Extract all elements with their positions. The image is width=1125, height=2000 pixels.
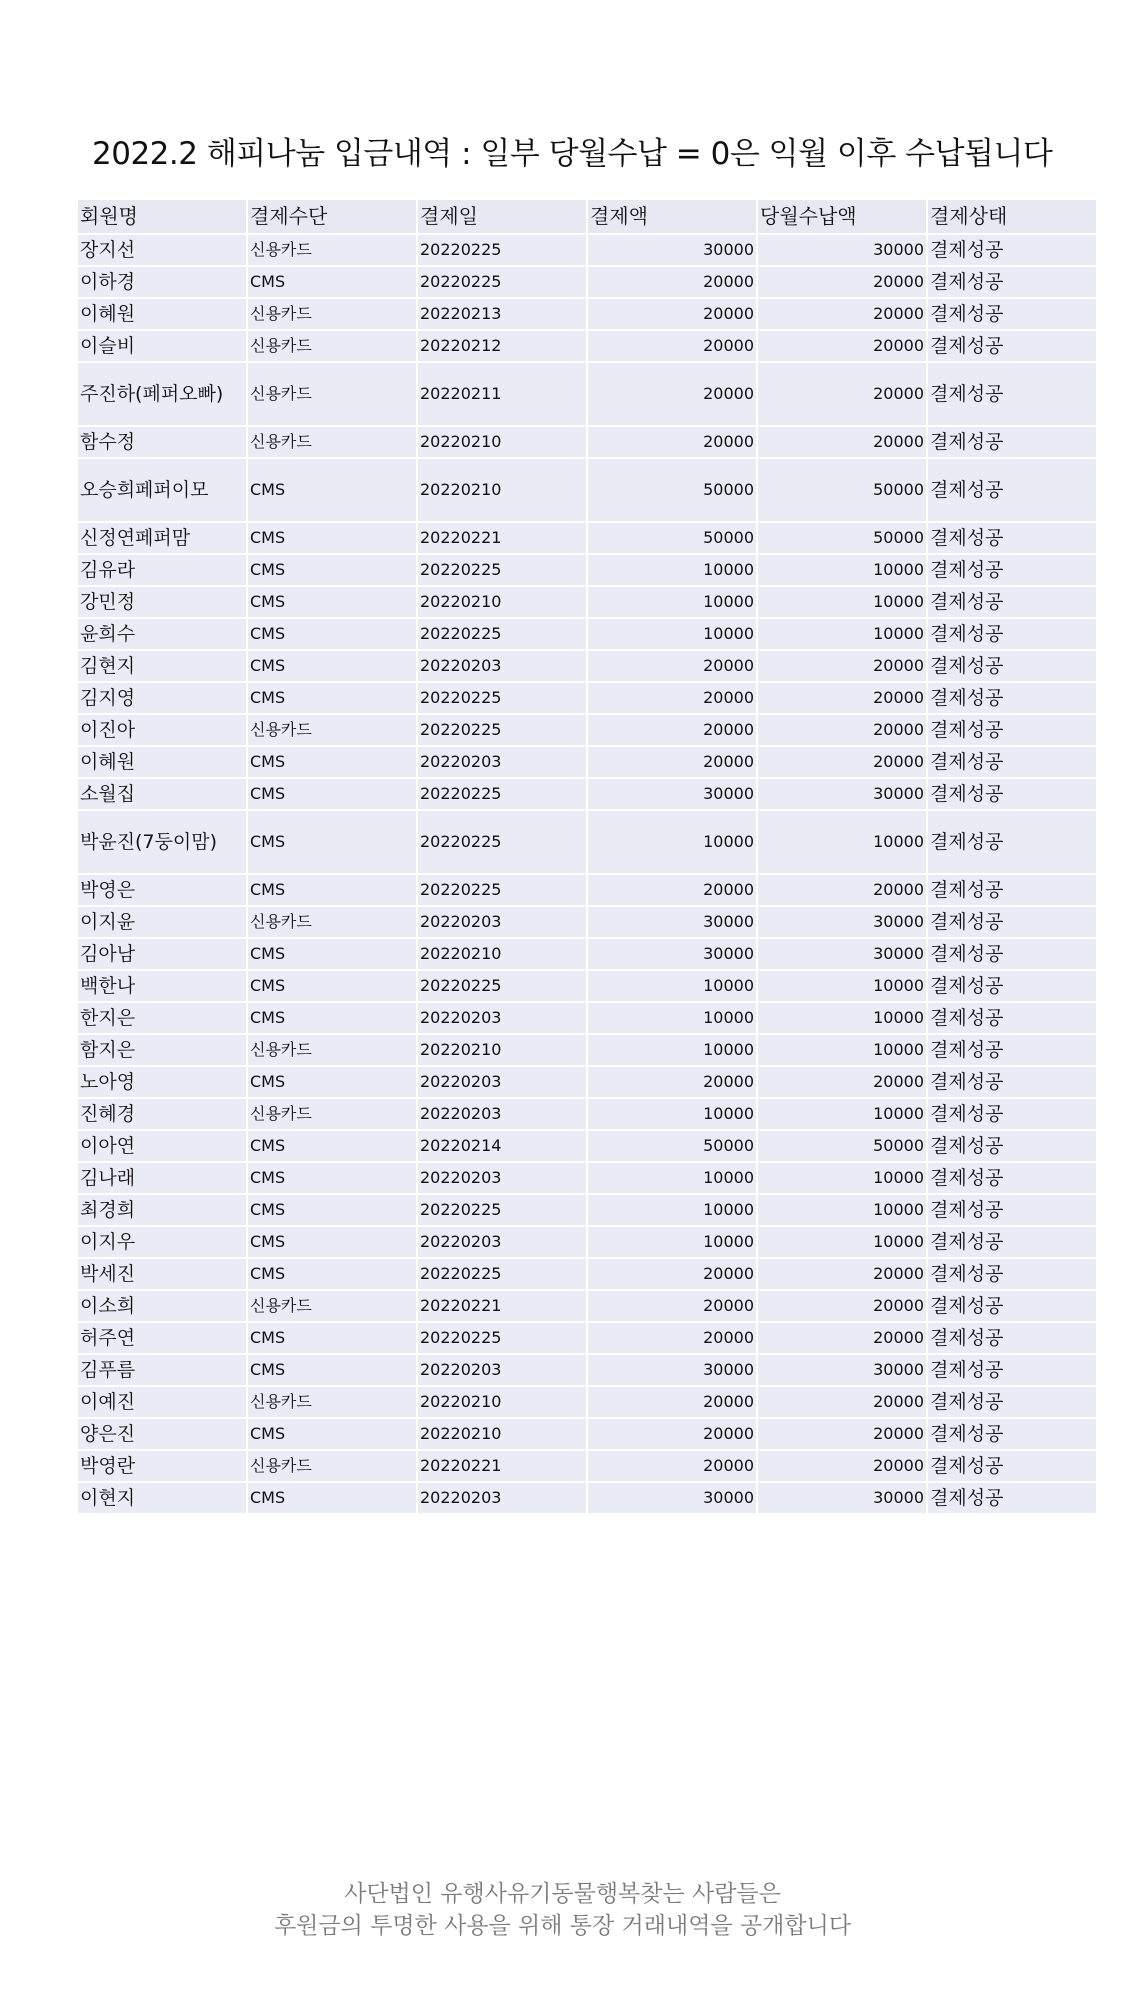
cell-monthly-received: 20000 (758, 1259, 926, 1289)
cell-payment-date: 20220203 (418, 1355, 586, 1385)
cell-monthly-received: 10000 (758, 619, 926, 649)
cell-payment-amount: 20000 (588, 875, 756, 905)
cell-payment-date: 20220225 (418, 779, 586, 809)
cell-payment-amount: 50000 (588, 459, 756, 521)
cell-payment-method: 신용카드 (248, 1387, 416, 1417)
cell-payment-status: 결제성공 (928, 971, 1096, 1001)
cell-member-name: 김유라 (78, 555, 246, 585)
cell-payment-method: CMS (248, 619, 416, 649)
cell-payment-method: 신용카드 (248, 235, 416, 265)
table-row (78, 971, 1096, 1001)
cell-payment-date: 20220203 (418, 747, 586, 777)
cell-payment-status: 결제성공 (928, 1259, 1096, 1289)
cell-payment-amount: 20000 (588, 299, 756, 329)
cell-payment-method: CMS (248, 747, 416, 777)
cell-member-name: 김나래 (78, 1163, 246, 1193)
cell-payment-date: 20220225 (418, 1195, 586, 1225)
table-row (78, 1227, 1096, 1257)
cell-payment-status: 결제성공 (928, 459, 1096, 521)
cell-payment-date: 20220225 (418, 875, 586, 905)
cell-payment-amount: 20000 (588, 1419, 756, 1449)
cell-payment-date: 20220203 (418, 1067, 586, 1097)
cell-monthly-received: 20000 (758, 331, 926, 361)
cell-monthly-received: 20000 (758, 715, 926, 745)
table-row (78, 235, 1096, 265)
cell-monthly-received: 20000 (758, 1387, 926, 1417)
cell-member-name: 함지은 (78, 1035, 246, 1065)
cell-payment-date: 20220210 (418, 587, 586, 617)
cell-payment-amount: 10000 (588, 1227, 756, 1257)
table-row (78, 1259, 1096, 1289)
cell-payment-date: 20220214 (418, 1131, 586, 1161)
cell-monthly-received: 20000 (758, 1067, 926, 1097)
cell-member-name: 이아연 (78, 1131, 246, 1161)
deposit-table (76, 198, 1098, 1515)
cell-payment-date: 20220221 (418, 1291, 586, 1321)
cell-monthly-received: 30000 (758, 235, 926, 265)
cell-payment-date: 20220211 (418, 363, 586, 425)
cell-payment-amount: 30000 (588, 939, 756, 969)
table-row (78, 267, 1096, 297)
cell-payment-method: 신용카드 (248, 1035, 416, 1065)
cell-payment-status: 결제성공 (928, 1451, 1096, 1481)
cell-monthly-received: 50000 (758, 459, 926, 521)
table-row (78, 555, 1096, 585)
header-payment-method: 결제수단 (248, 200, 416, 233)
cell-member-name: 허주연 (78, 1323, 246, 1353)
cell-monthly-received: 10000 (758, 1227, 926, 1257)
cell-monthly-received: 30000 (758, 907, 926, 937)
cell-payment-method: CMS (248, 587, 416, 617)
cell-member-name: 한지은 (78, 1003, 246, 1033)
cell-monthly-received: 10000 (758, 1035, 926, 1065)
cell-member-name: 진혜경 (78, 1099, 246, 1129)
cell-payment-amount: 10000 (588, 1163, 756, 1193)
cell-payment-date: 20220221 (418, 523, 586, 553)
table-row (78, 811, 1096, 873)
cell-member-name: 이현지 (78, 1483, 246, 1513)
cell-member-name: 김현지 (78, 651, 246, 681)
cell-payment-method: 신용카드 (248, 331, 416, 361)
table-row (78, 587, 1096, 617)
table-row (78, 1131, 1096, 1161)
cell-monthly-received: 50000 (758, 523, 926, 553)
cell-payment-method: 신용카드 (248, 1291, 416, 1321)
cell-monthly-received: 20000 (758, 363, 926, 425)
cell-payment-status: 결제성공 (928, 1291, 1096, 1321)
cell-payment-status: 결제성공 (928, 235, 1096, 265)
cell-payment-amount: 20000 (588, 747, 756, 777)
cell-payment-method: 신용카드 (248, 907, 416, 937)
cell-payment-date: 20220225 (418, 1259, 586, 1289)
cell-payment-method: CMS (248, 1259, 416, 1289)
table-row (78, 1323, 1096, 1353)
cell-monthly-received: 10000 (758, 811, 926, 873)
cell-payment-date: 20220203 (418, 1227, 586, 1257)
table-row (78, 907, 1096, 937)
cell-payment-status: 결제성공 (928, 1483, 1096, 1513)
cell-member-name: 이예진 (78, 1387, 246, 1417)
cell-payment-amount: 20000 (588, 427, 756, 457)
cell-payment-date: 20220203 (418, 1099, 586, 1129)
cell-monthly-received: 20000 (758, 1323, 926, 1353)
header-monthly-received: 당월수납액 (758, 200, 926, 233)
cell-payment-method: 신용카드 (248, 1099, 416, 1129)
cell-payment-date: 20220225 (418, 811, 586, 873)
cell-payment-method: 신용카드 (248, 363, 416, 425)
cell-payment-amount: 20000 (588, 363, 756, 425)
cell-payment-status: 결제성공 (928, 779, 1096, 809)
cell-payment-amount: 20000 (588, 331, 756, 361)
cell-payment-status: 결제성공 (928, 1323, 1096, 1353)
cell-payment-status: 결제성공 (928, 747, 1096, 777)
cell-monthly-received: 10000 (758, 587, 926, 617)
table-row (78, 747, 1096, 777)
cell-payment-amount: 20000 (588, 1451, 756, 1481)
table-body (78, 235, 1096, 1513)
cell-payment-amount: 10000 (588, 1035, 756, 1065)
table-row (78, 875, 1096, 905)
header-payment-date: 결제일 (418, 200, 586, 233)
cell-monthly-received: 20000 (758, 1419, 926, 1449)
cell-payment-method: CMS (248, 1355, 416, 1385)
table-row (78, 715, 1096, 745)
cell-member-name: 박세진 (78, 1259, 246, 1289)
cell-payment-method: CMS (248, 1323, 416, 1353)
cell-payment-amount: 10000 (588, 587, 756, 617)
table-row (78, 1035, 1096, 1065)
cell-payment-method: CMS (248, 811, 416, 873)
cell-member-name: 이진아 (78, 715, 246, 745)
cell-member-name: 강민정 (78, 587, 246, 617)
cell-payment-status: 결제성공 (928, 1195, 1096, 1225)
cell-payment-date: 20220225 (418, 555, 586, 585)
cell-payment-status: 결제성공 (928, 267, 1096, 297)
cell-payment-amount: 20000 (588, 1291, 756, 1321)
cell-member-name: 장지선 (78, 235, 246, 265)
cell-payment-method: 신용카드 (248, 715, 416, 745)
cell-member-name: 함수정 (78, 427, 246, 457)
cell-payment-method: 신용카드 (248, 1451, 416, 1481)
cell-monthly-received: 20000 (758, 299, 926, 329)
header-payment-status: 결제상태 (928, 200, 1096, 233)
cell-monthly-received: 20000 (758, 267, 926, 297)
cell-payment-status: 결제성공 (928, 1131, 1096, 1161)
cell-payment-date: 20220210 (418, 939, 586, 969)
cell-payment-method: CMS (248, 267, 416, 297)
table-row (78, 1195, 1096, 1225)
cell-payment-status: 결제성공 (928, 875, 1096, 905)
cell-payment-amount: 20000 (588, 683, 756, 713)
table-row (78, 683, 1096, 713)
cell-member-name: 이혜원 (78, 299, 246, 329)
cell-payment-status: 결제성공 (928, 651, 1096, 681)
cell-payment-amount: 10000 (588, 1003, 756, 1033)
cell-monthly-received: 20000 (758, 683, 926, 713)
cell-payment-amount: 30000 (588, 907, 756, 937)
cell-payment-amount: 10000 (588, 555, 756, 585)
cell-payment-status: 결제성공 (928, 1163, 1096, 1193)
cell-member-name: 소월집 (78, 779, 246, 809)
cell-payment-status: 결제성공 (928, 1227, 1096, 1257)
cell-payment-status: 결제성공 (928, 1067, 1096, 1097)
cell-monthly-received: 10000 (758, 971, 926, 1001)
cell-member-name: 양은진 (78, 1419, 246, 1449)
cell-payment-amount: 10000 (588, 619, 756, 649)
cell-payment-method: CMS (248, 1003, 416, 1033)
table-row (78, 523, 1096, 553)
cell-payment-status: 결제성공 (928, 683, 1096, 713)
cell-payment-method: CMS (248, 1227, 416, 1257)
table-row (78, 299, 1096, 329)
cell-payment-amount: 20000 (588, 651, 756, 681)
table-row (78, 427, 1096, 457)
cell-payment-amount: 10000 (588, 1099, 756, 1129)
cell-payment-date: 20220221 (418, 1451, 586, 1481)
cell-payment-method: CMS (248, 939, 416, 969)
cell-member-name: 이하경 (78, 267, 246, 297)
cell-payment-amount: 10000 (588, 1195, 756, 1225)
cell-member-name: 신정연페퍼맘 (78, 523, 246, 553)
cell-member-name: 이소희 (78, 1291, 246, 1321)
cell-payment-date: 20220203 (418, 651, 586, 681)
page-title: 2022.2 해피나눔 입금내역 : 일부 당월수납 = 0은 익월 이후 수납됩니다 (92, 136, 1053, 172)
cell-payment-method: CMS (248, 1419, 416, 1449)
cell-payment-method: CMS (248, 875, 416, 905)
cell-payment-amount: 10000 (588, 971, 756, 1001)
cell-member-name: 김푸름 (78, 1355, 246, 1385)
cell-payment-status: 결제성공 (928, 811, 1096, 873)
cell-payment-date: 20220213 (418, 299, 586, 329)
table-row (78, 363, 1096, 425)
cell-monthly-received: 20000 (758, 427, 926, 457)
cell-monthly-received: 20000 (758, 651, 926, 681)
header-member-name: 회원명 (78, 200, 246, 233)
table-row (78, 1419, 1096, 1449)
table-row (78, 939, 1096, 969)
cell-payment-status: 결제성공 (928, 299, 1096, 329)
cell-payment-method: CMS (248, 459, 416, 521)
table-row (78, 1163, 1096, 1193)
cell-payment-status: 결제성공 (928, 427, 1096, 457)
cell-member-name: 김지영 (78, 683, 246, 713)
cell-member-name: 이슬비 (78, 331, 246, 361)
table-row (78, 1451, 1096, 1481)
cell-member-name: 윤희수 (78, 619, 246, 649)
cell-payment-status: 결제성공 (928, 1003, 1096, 1033)
cell-payment-status: 결제성공 (928, 555, 1096, 585)
cell-monthly-received: 10000 (758, 555, 926, 585)
cell-monthly-received: 20000 (758, 875, 926, 905)
cell-payment-date: 20220225 (418, 971, 586, 1001)
cell-member-name: 이지윤 (78, 907, 246, 937)
cell-payment-amount: 20000 (588, 1323, 756, 1353)
cell-payment-status: 결제성공 (928, 1035, 1096, 1065)
cell-monthly-received: 20000 (758, 1291, 926, 1321)
cell-payment-method: 신용카드 (248, 299, 416, 329)
cell-payment-method: CMS (248, 651, 416, 681)
cell-payment-date: 20220210 (418, 1035, 586, 1065)
cell-payment-amount: 30000 (588, 1355, 756, 1385)
cell-payment-amount: 30000 (588, 235, 756, 265)
cell-payment-amount: 30000 (588, 1483, 756, 1513)
cell-member-name: 박영은 (78, 875, 246, 905)
cell-member-name: 이혜원 (78, 747, 246, 777)
cell-monthly-received: 30000 (758, 939, 926, 969)
table-row (78, 1387, 1096, 1417)
cell-payment-date: 20220225 (418, 619, 586, 649)
cell-payment-date: 20220210 (418, 1419, 586, 1449)
cell-payment-method: 신용카드 (248, 427, 416, 457)
table-header-row (78, 200, 1096, 233)
table-row (78, 1067, 1096, 1097)
cell-payment-date: 20220203 (418, 907, 586, 937)
cell-payment-amount: 20000 (588, 1387, 756, 1417)
cell-payment-amount: 30000 (588, 779, 756, 809)
cell-payment-date: 20220225 (418, 1323, 586, 1353)
cell-monthly-received: 10000 (758, 1195, 926, 1225)
cell-payment-status: 결제성공 (928, 1419, 1096, 1449)
cell-payment-status: 결제성공 (928, 1099, 1096, 1129)
cell-payment-date: 20220210 (418, 427, 586, 457)
table-row (78, 459, 1096, 521)
footer-notice (0, 1878, 1125, 1942)
cell-payment-amount: 20000 (588, 267, 756, 297)
cell-monthly-received: 20000 (758, 747, 926, 777)
cell-monthly-received: 10000 (758, 1003, 926, 1033)
cell-payment-method: CMS (248, 683, 416, 713)
table-row (78, 619, 1096, 649)
cell-payment-status: 결제성공 (928, 619, 1096, 649)
cell-payment-status: 결제성공 (928, 907, 1096, 937)
table-row (78, 1099, 1096, 1129)
table-row (78, 651, 1096, 681)
cell-payment-date: 20220225 (418, 267, 586, 297)
cell-monthly-received: 20000 (758, 1451, 926, 1481)
cell-monthly-received: 10000 (758, 1099, 926, 1129)
cell-payment-method: CMS (248, 971, 416, 1001)
cell-payment-method: CMS (248, 555, 416, 585)
cell-payment-method: CMS (248, 1483, 416, 1513)
table-row (78, 1003, 1096, 1033)
cell-payment-date: 20220225 (418, 683, 586, 713)
footer-line-1: 사단법인 유행사유기동물행복찾는 사람들은 (344, 1881, 781, 1907)
cell-payment-status: 결제성공 (928, 363, 1096, 425)
cell-monthly-received: 50000 (758, 1131, 926, 1161)
table-row (78, 1355, 1096, 1385)
cell-payment-method: CMS (248, 523, 416, 553)
table-row (78, 779, 1096, 809)
cell-monthly-received: 30000 (758, 779, 926, 809)
cell-monthly-received: 30000 (758, 1483, 926, 1513)
cell-payment-date: 20220225 (418, 715, 586, 745)
cell-payment-date: 20220212 (418, 331, 586, 361)
cell-monthly-received: 30000 (758, 1355, 926, 1385)
cell-member-name: 이지우 (78, 1227, 246, 1257)
table-row (78, 1483, 1096, 1513)
cell-monthly-received: 10000 (758, 1163, 926, 1193)
cell-payment-method: CMS (248, 1163, 416, 1193)
cell-payment-date: 20220225 (418, 235, 586, 265)
table-row (78, 1291, 1096, 1321)
cell-payment-amount: 20000 (588, 1259, 756, 1289)
cell-payment-status: 결제성공 (928, 1355, 1096, 1385)
cell-payment-date: 20220210 (418, 1387, 586, 1417)
cell-payment-amount: 50000 (588, 523, 756, 553)
cell-payment-amount: 50000 (588, 1131, 756, 1161)
cell-payment-method: CMS (248, 1131, 416, 1161)
cell-payment-status: 결제성공 (928, 331, 1096, 361)
cell-payment-method: CMS (248, 779, 416, 809)
cell-member-name: 박윤진(7둥이맘) (78, 811, 246, 873)
cell-member-name: 노아영 (78, 1067, 246, 1097)
cell-payment-status: 결제성공 (928, 587, 1096, 617)
cell-payment-method: CMS (248, 1067, 416, 1097)
cell-payment-date: 20220203 (418, 1483, 586, 1513)
cell-payment-date: 20220203 (418, 1163, 586, 1193)
cell-member-name: 백한나 (78, 971, 246, 1001)
cell-payment-amount: 20000 (588, 715, 756, 745)
cell-member-name: 박영란 (78, 1451, 246, 1481)
cell-payment-status: 결제성공 (928, 939, 1096, 969)
cell-payment-date: 20220210 (418, 459, 586, 521)
cell-payment-method: CMS (248, 1195, 416, 1225)
cell-payment-amount: 10000 (588, 811, 756, 873)
cell-member-name: 주진하(페퍼오빠) (78, 363, 246, 425)
cell-payment-amount: 20000 (588, 1067, 756, 1097)
footer-line-2: 후원금의 투명한 사용을 위해 통장 거래내역을 공개합니다 (273, 1913, 852, 1939)
cell-member-name: 최경희 (78, 1195, 246, 1225)
cell-payment-status: 결제성공 (928, 715, 1096, 745)
table-row (78, 331, 1096, 361)
cell-payment-status: 결제성공 (928, 1387, 1096, 1417)
cell-member-name: 오승희페퍼이모 (78, 459, 246, 521)
cell-payment-status: 결제성공 (928, 523, 1096, 553)
cell-member-name: 김아남 (78, 939, 246, 969)
cell-payment-date: 20220203 (418, 1003, 586, 1033)
header-payment-amount: 결제액 (588, 200, 756, 233)
